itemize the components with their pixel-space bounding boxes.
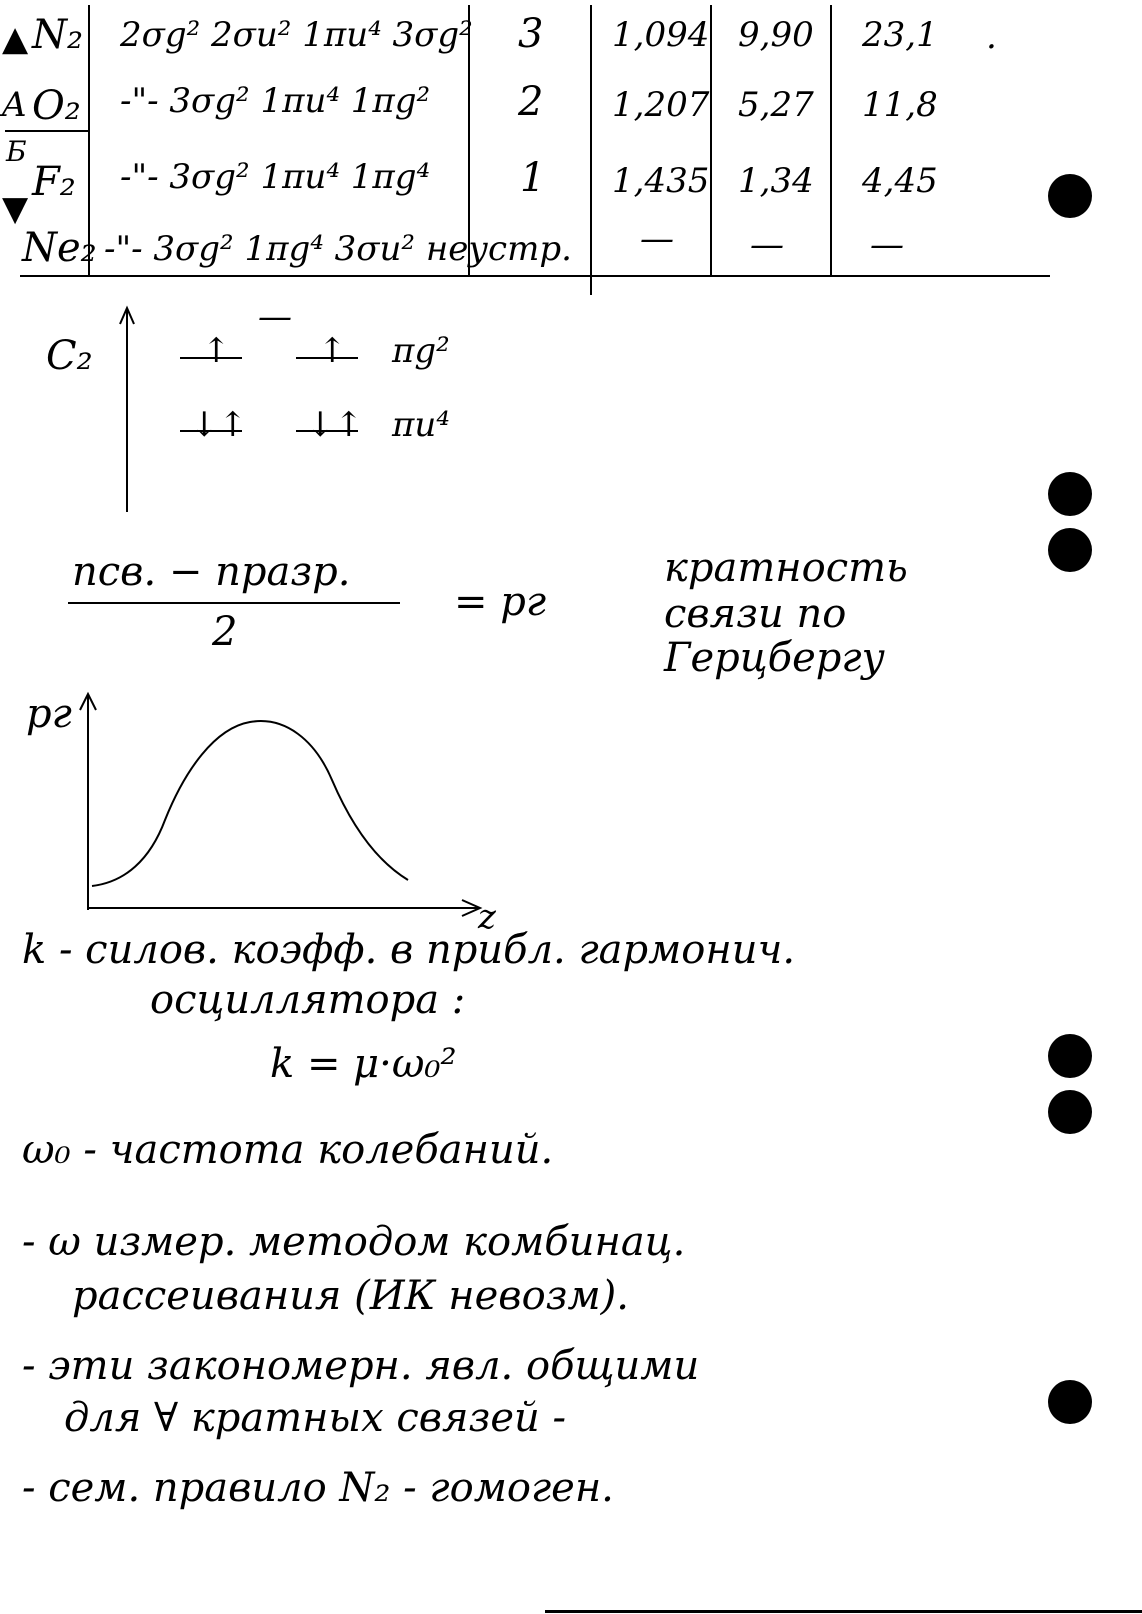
row-d: 1,34: [738, 161, 814, 201]
electron-up-icon: ↑: [202, 331, 231, 371]
row-order: 2: [518, 79, 544, 125]
graph-plot: [70, 690, 510, 920]
row-order: 3: [518, 11, 544, 57]
down-arrow-icon: ▼: [2, 189, 29, 229]
k-line1: k - силов. коэфф. в прибл. гармонич.: [22, 927, 796, 973]
k-line2: осциллятора :: [150, 977, 466, 1023]
punch-hole: [1048, 174, 1092, 218]
upper-level-label: πg²: [392, 331, 450, 371]
graph-xlabel: z: [478, 897, 496, 937]
formula-result: = pг: [454, 579, 547, 625]
row-label: F₂: [32, 159, 76, 205]
side-label-b: Б: [6, 135, 27, 168]
row-config: -"- 3σg² 1πu⁴ 1πg²: [120, 81, 431, 121]
row-config: -"- 3σg² 1πg⁴ 3σu² неустр.: [104, 229, 572, 269]
row-d: —: [750, 225, 784, 265]
rule-line1: - сем. правило N₂ - гомоген.: [22, 1465, 614, 1511]
formula-denominator: 2: [212, 609, 238, 655]
row-d: 5,27: [738, 85, 814, 125]
pattern-line2: для ∀ кратных связей -: [64, 1395, 566, 1441]
method-line1: - ω измер. методом комбинац.: [22, 1219, 686, 1265]
energy-axis: [112, 300, 142, 520]
table-vline-4: [710, 5, 712, 275]
row-label: Ne₂: [22, 225, 97, 271]
punch-hole: [1048, 528, 1092, 572]
table-hline: [20, 275, 1050, 277]
row-r: 1,207: [612, 85, 710, 125]
side-label-a: A: [2, 85, 27, 125]
label-divider: [5, 130, 90, 132]
up-arrow-icon: ▲: [2, 19, 29, 59]
k-formula: k = μ·ω₀²: [270, 1041, 457, 1087]
caption-line: Герцбергу: [664, 635, 885, 681]
punch-hole: [1048, 1090, 1092, 1134]
graph-ylabel: pг: [26, 691, 72, 737]
row-label: O₂: [32, 83, 81, 129]
row-k: 11,8: [862, 85, 938, 125]
electron-pair-icon: ↓↑: [190, 405, 247, 445]
row-k: 4,45: [862, 161, 938, 201]
punch-hole: [1048, 1034, 1092, 1078]
lower-level-label: πu⁴: [392, 405, 450, 445]
row-k: —: [870, 225, 904, 265]
electron-pair-icon: ↓↑: [306, 405, 363, 445]
page-bottom-edge: [545, 1610, 1142, 1613]
electron-up-icon: ↑: [318, 331, 347, 371]
caption-line: связи по: [664, 591, 847, 637]
mo-label: C₂: [46, 333, 93, 379]
method-line2: рассеивания (ИК невозм).: [72, 1273, 629, 1319]
table-vline-5: [830, 5, 832, 275]
row-config: 2σg² 2σu² 1πu⁴ 3σg²: [120, 15, 473, 55]
pattern-line1: - эти закономерн. явл. общими: [22, 1343, 700, 1389]
mo-dash: —: [258, 297, 292, 337]
w-definition: ω₀ - частота колебаний.: [22, 1127, 554, 1173]
row-config: -"- 3σg² 1πu⁴ 1πg⁴: [120, 157, 431, 197]
row-order: 1: [520, 155, 546, 201]
formula-numerator: nсв. − nразр.: [72, 549, 351, 595]
row-trail: .: [986, 17, 997, 57]
punch-hole: [1048, 472, 1092, 516]
punch-hole: [1048, 1380, 1092, 1424]
fraction-bar: [68, 602, 400, 604]
row-r: 1,094: [612, 15, 710, 55]
row-r: —: [640, 219, 674, 259]
table-vline-3: [590, 5, 592, 295]
row-label: N₂: [32, 12, 84, 58]
row-d: 9,90: [738, 15, 814, 55]
row-r: 1,435: [612, 161, 710, 201]
caption-line: кратность: [664, 545, 908, 591]
row-k: 23,1: [862, 15, 938, 55]
